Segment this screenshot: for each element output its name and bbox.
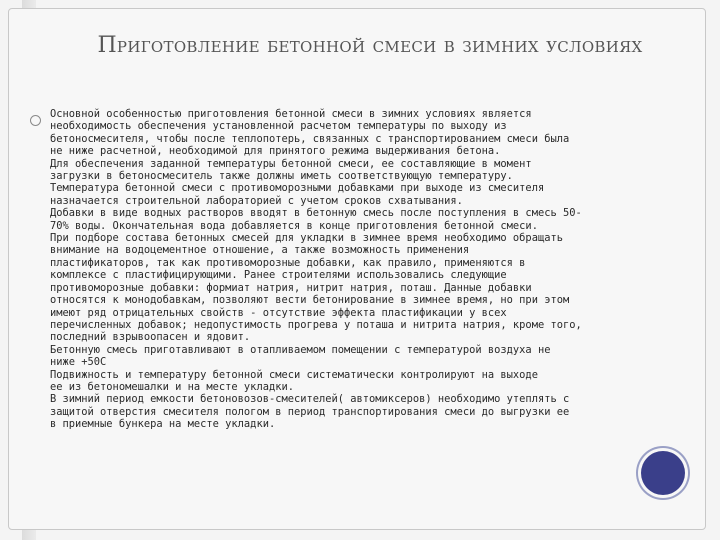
- body-line: В зимний период емкости бетоновозов-смесителей( автомиксеров) необходимо утеплять с: [50, 393, 570, 406]
- body-line: необходимость обеспечения установленной расчетом температуры по выходу из: [50, 120, 507, 133]
- body-line: комплексе с пластифицирующими. Ранее строителями использовались следующие: [50, 269, 507, 282]
- body-line: Добавки в виде водных растворов вводят в бетонную смесь после поступления в смесь 50-: [50, 207, 582, 220]
- body-line: При подборе состава бетонных смесей для укладки в зимнее время необходимо обращать: [50, 232, 563, 245]
- body-line: ее из бетономешалки и на месте укладки.: [50, 380, 294, 393]
- body-line: относятся к монодобавкам, позволяют вести бетонирование в зимнее время, но при этом: [50, 294, 570, 307]
- body-line: Температура бетонной смеси с противоморозными добавками при выходе из смесителя: [50, 182, 545, 195]
- slide-title: Приготовление бетонной смеси в зимних условиях: [97, 33, 643, 58]
- body-line: последний взрывоопасен и ядовит.: [50, 331, 251, 344]
- body-line: в приемные бункера на месте укладки.: [50, 418, 276, 431]
- body-line: 70% воды. Окончательная вода добавляется в конце приготовления бетонной смеси.: [50, 219, 538, 232]
- body-line: имеют ряд отрицательных свойств - отсутствие эффекта пластификации у всех: [50, 306, 507, 319]
- body-line: внимание на водоцементное отношение, а также возможность применения: [50, 244, 470, 257]
- decorative-circle-icon: [641, 451, 685, 495]
- bullet-circle-icon: [30, 115, 41, 126]
- body-line: перечисленных добавок; недопустимость прогрева у поташа и нитрита натрия, кроме того,: [50, 318, 582, 331]
- body-line: назначается строительной лабораторией с учетом сроков схватывания.: [50, 194, 463, 207]
- body-line: не ниже расчетной, необходимой для принятого режима выдерживания бетона.: [50, 145, 501, 158]
- body-line: пластификаторов, так как противоморозные добавки, как правило, применяются в: [50, 256, 526, 269]
- body-line: бетоносмесителя, чтобы после теплопотерь, связанных с транспортированием смеси была: [50, 132, 570, 145]
- body-line: противоморозные добавки: формиат натрия, нитрит натрия, поташ. Данные добавки: [50, 281, 532, 294]
- body-line: Подвижность и температуру бетонной смеси систематически контролируют на выходе: [50, 368, 538, 381]
- body-line: Основной особенностью приготовления бетонной смеси в зимних условиях является: [50, 108, 532, 120]
- body-line: Для обеспечения заданной температуры бетонной смеси, ее составляющие в момент: [50, 157, 532, 170]
- body-line: защитой отверстия смесителя пологом в период транспортирования смеси до выгрузки ее: [50, 405, 570, 418]
- body-line: ниже +50С: [50, 356, 107, 369]
- slide-body-text: [50, 108, 670, 431]
- body-line: загрузки в бетоносмеситель также должны иметь соответствующую температуру.: [50, 170, 513, 183]
- body-line: Бетонную смесь приготавливают в отапливаемом помещении с температурой воздуха не: [50, 343, 551, 356]
